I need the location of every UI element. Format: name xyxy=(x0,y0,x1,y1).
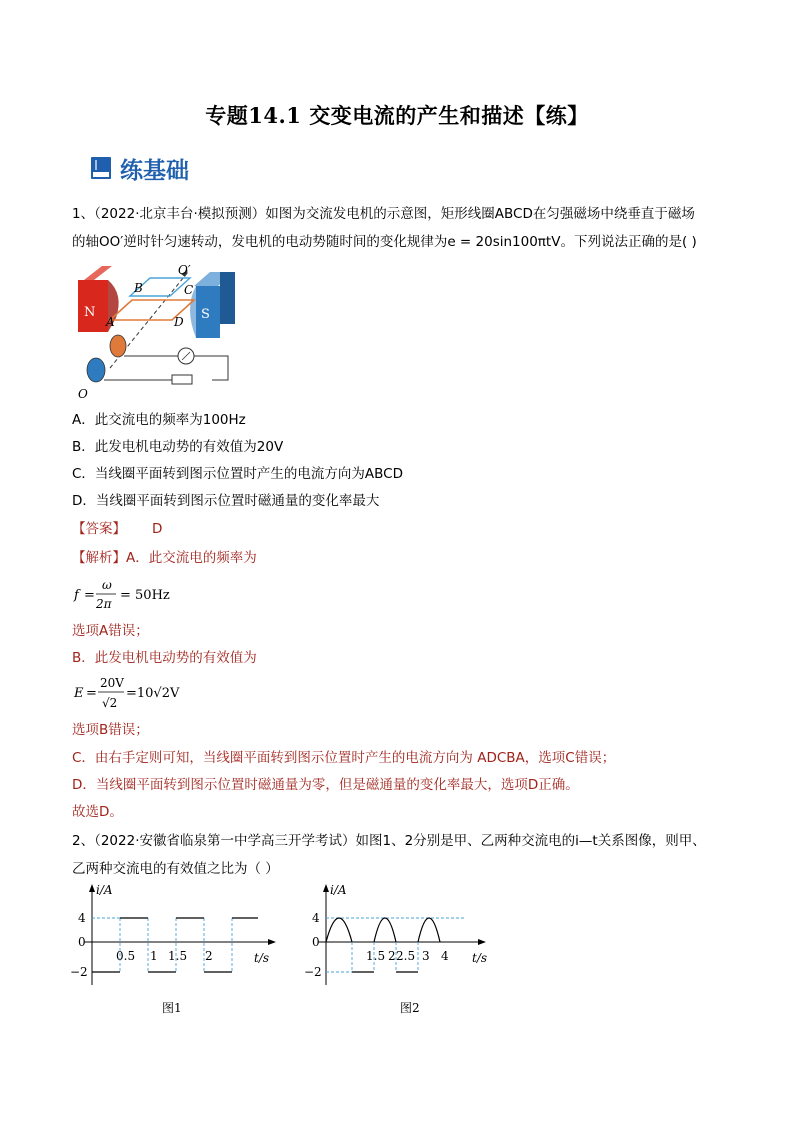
fig1-caption: 图1 xyxy=(162,1001,182,1015)
label-s: S xyxy=(201,307,210,322)
label-n: N xyxy=(84,305,96,320)
f2-rhs: =10√2V xyxy=(126,686,180,701)
q1-line2: 的轴OO′逆时针匀速转动，发电机的电动势随时间的变化规律为e = 20sin100πtV。下列说法正确的是( ) xyxy=(72,234,697,250)
q1-b-text: B．此发电机电动势的有效值为 xyxy=(72,650,257,666)
f2-lhs: E xyxy=(74,686,84,701)
f1-lhs: f xyxy=(74,588,79,603)
generator-figure xyxy=(70,258,250,400)
q1-option-b: B．此发电机电动势的有效值为20V xyxy=(72,439,284,455)
figure-1-square-wave xyxy=(66,880,296,1025)
q1-option-d: D．当线圈平面转到图示位置时磁通量的变化率最大 xyxy=(72,493,380,509)
fig1-ytick-0: 0 xyxy=(78,935,86,949)
q1-b-wrong: 选项B错误； xyxy=(72,722,149,738)
analysis-label: 【解析】 xyxy=(72,550,126,566)
figure-2-half-sine-wave xyxy=(300,880,500,1025)
resistor xyxy=(172,375,192,384)
f2-den: √2 xyxy=(102,696,118,710)
formula-frequency xyxy=(72,574,212,614)
fig2-xtick-2: 2 xyxy=(388,949,396,963)
fig1-xtick-1: 1 xyxy=(150,949,158,963)
fig1-ytick-4: 4 xyxy=(78,911,86,925)
label-o-bottom: O xyxy=(78,387,88,400)
section-label: 练基础 xyxy=(120,157,189,184)
answer-label: 【答案】 xyxy=(72,521,126,537)
fig2-xtick-2.5: 2.5 xyxy=(396,949,416,963)
q1-line1: 1、（2022·北京丰台·模拟预测）如图为交流发电机的示意图，矩形线圈ABCD在匀强磁场中绕垂直于磁场 xyxy=(72,206,695,222)
fig2-xlabel: t/s xyxy=(472,951,488,965)
f1-num: ω xyxy=(102,578,112,592)
slip-ring-2 xyxy=(87,358,105,382)
svg-text:=: = xyxy=(84,588,95,603)
f2-num: 20V xyxy=(100,676,124,690)
answer-value: D xyxy=(152,521,163,537)
analysis-a: A．此交流电的频率为 xyxy=(126,550,257,566)
magnet-n-top xyxy=(84,266,112,280)
fig1-ytick-neg2: −2 xyxy=(70,965,88,979)
fig2-xtick-3: 3 xyxy=(422,949,430,963)
q1-c-text: C．由右手定则可知，当线圈平面转到图示位置时产生的电流方向为 ADCBA，选项C错误； xyxy=(72,750,616,766)
fig2-ylabel: i/A xyxy=(330,883,347,897)
fig1-xlabel: t/s xyxy=(254,951,270,965)
fig2-xtick-1.5: 1.5 xyxy=(366,949,386,963)
label-o-top: O′ xyxy=(178,263,191,277)
fig2-caption: 图2 xyxy=(400,1001,420,1015)
f1-den: 2π xyxy=(96,597,112,611)
fig2-xtick-4: 4 xyxy=(441,949,449,963)
q1-d-text: D．当线圈平面转到图示位置时磁通量为零，但是磁通量的变化率最大，选项D正确。 xyxy=(72,777,579,793)
q1-conclusion: 故选D。 xyxy=(72,804,123,820)
label-a: A xyxy=(106,315,115,329)
fig2-ytick-4: 4 xyxy=(312,911,320,925)
fig2-ytick-neg2: −2 xyxy=(304,965,322,979)
fig1-xtick-0.5: 0.5 xyxy=(116,949,136,963)
fig1-xtick-2: 2 xyxy=(205,949,213,963)
fig1-xtick-1.5: 1.5 xyxy=(168,949,188,963)
svg-text:=: = xyxy=(86,686,97,701)
q1-answer xyxy=(72,519,732,539)
q1-a-wrong: 选项A错误； xyxy=(72,623,149,639)
fig2-ytick-0: 0 xyxy=(312,935,320,949)
q2-line1: 2、（2022·安徽省临泉第一中学高三开学考试）如图1、2分别是甲、乙两种交流电的i—t关系图像，则甲、 xyxy=(72,833,706,849)
slip-ring-1 xyxy=(110,335,126,357)
page-title: 专题14.1 交变电流的产生和描述【练】 xyxy=(205,103,589,128)
formula-emf xyxy=(72,674,222,714)
label-d: D xyxy=(174,315,184,329)
q2-line2: 乙两种交流电的有效值之比为（ ） xyxy=(72,861,279,877)
section-heading xyxy=(90,151,189,185)
q1-analysis xyxy=(72,548,732,568)
q1-option-a: A．此交流电的频率为100Hz xyxy=(72,412,246,428)
fig1-ylabel: i/A xyxy=(96,883,113,897)
label-b: B xyxy=(134,281,143,295)
book-icon xyxy=(90,156,112,180)
label-c: C xyxy=(184,283,194,297)
q1-option-c: C．当线圈平面转到图示位置时产生的电流方向为ABCD xyxy=(72,466,404,482)
f1-rhs: = 50Hz xyxy=(120,588,170,603)
